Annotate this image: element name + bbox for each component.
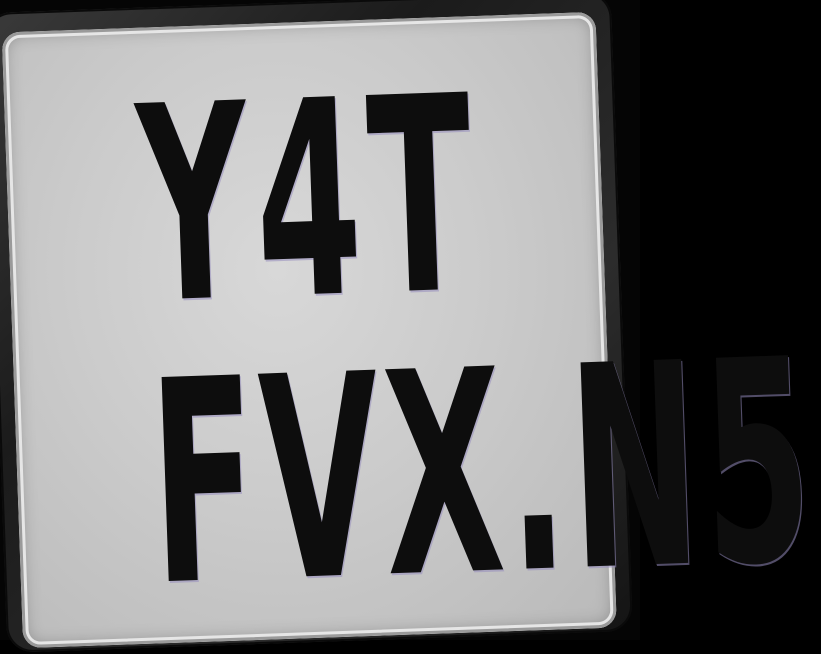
license-plate (2, 12, 821, 649)
plate-line-2: FVX.N5 (145, 299, 821, 649)
plate-line-1: Y4T (133, 37, 486, 364)
